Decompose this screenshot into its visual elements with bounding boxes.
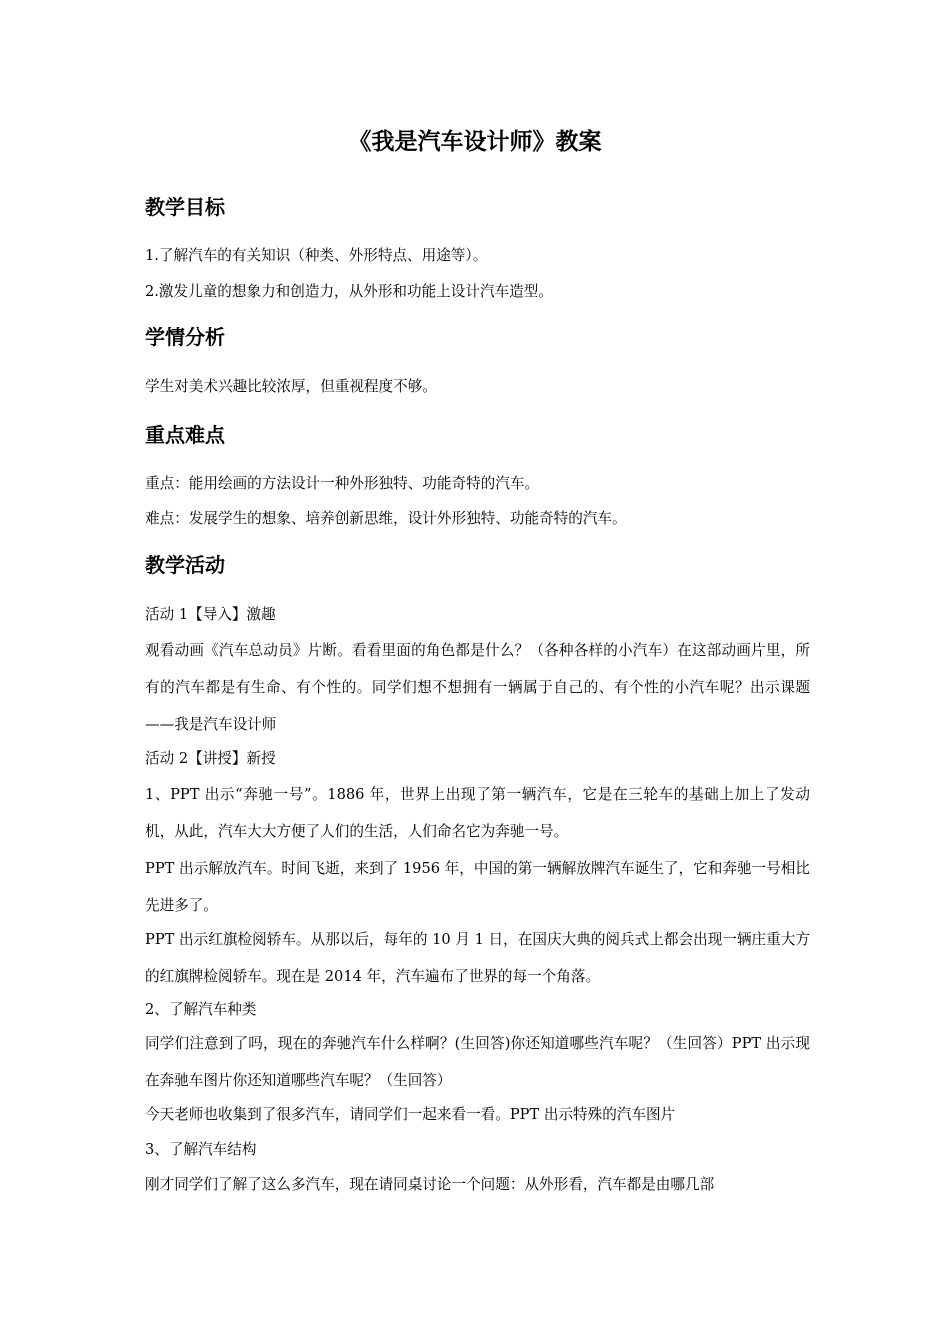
activity-2-paragraph-3: PPT 出示红旗检阅轿车。从那以后，每年的 10 月 1 日，在国庆大典的阅兵式上都会出现一辆庄重大方的红旗牌检阅轿车。现在是 2014 年，汽车遍布了世界的每一个角落。 <box>145 931 810 985</box>
goal-item-2: 2.激发儿童的想象力和创造力，从外形和功能上设计汽车造型。 <box>145 283 553 300</box>
subsection-car-structure: 3、了解汽车结构 <box>145 1141 257 1158</box>
heading-teaching-goals: 教学目标 <box>145 195 225 219</box>
document-title: 《我是汽车设计师》教案 <box>348 129 602 155</box>
heading-student-analysis: 学情分析 <box>145 325 225 349</box>
activity-2-heading: 活动 2【讲授】新授 <box>145 750 276 767</box>
car-structure-paragraph: 刚才同学们了解了这么多汽车，现在请同桌讨论一个问题：从外形看，汽车都是由哪几部 <box>145 1176 715 1193</box>
activity-1-heading: 活动 1【导入】激趣 <box>145 606 276 623</box>
car-types-paragraph: 同学们注意到了吗，现在的奔驰汽车什么样啊？(生回答)你还知道哪些汽车呢？（生回答）PPT 出示现在奔驰车图片你还知道哪些汽车呢？（生回答） <box>145 1035 810 1089</box>
activity-2-paragraph-1: 1、PPT 出示“奔驰一号”。1886 年，世界上出现了第一辆汽车，它是在三轮车的基础上加上了发动机，从此，汽车大大方便了人们的生活，人们命名它为奔驰一号。 <box>145 786 810 840</box>
heading-teaching-activities: 教学活动 <box>145 553 225 577</box>
activity-2-paragraph-2: PPT 出示解放汽车。时间飞逝，来到了 1956 年，中国的第一辆解放牌汽车诞生了，它和奔驰一号相比先进多了。 <box>145 860 810 914</box>
key-point-focus: 重点：能用绘画的方法设计一种外形独特、功能奇特的汽车。 <box>145 475 540 492</box>
goal-item-1: 1.了解汽车的有关知识（种类、外形特点、用途等）。 <box>145 247 488 264</box>
key-point-difficulty: 难点：发展学生的想象、培养创新思维，设计外形独特、功能奇特的汽车。 <box>145 510 627 527</box>
car-collection-paragraph: 今天老师也收集到了很多汽车，请同学们一起来看一看。PPT 出示特殊的汽车图片 <box>145 1106 676 1123</box>
activity-1-paragraph: 观看动画《汽车总动员》片断。看看里面的角色都是什么？（各种各样的小汽车）在这部动画片里，所有的汽车都是有生命、有个性的。同学们想不想拥有一辆属于自己的、有个性的小汽车呢？出示课题——我是汽车设计师 <box>145 642 810 733</box>
analysis-text: 学生对美术兴趣比较浓厚，但重视程度不够。 <box>145 378 437 395</box>
heading-key-points: 重点难点 <box>145 423 225 447</box>
subsection-car-types: 2、了解汽车种类 <box>145 1001 257 1018</box>
